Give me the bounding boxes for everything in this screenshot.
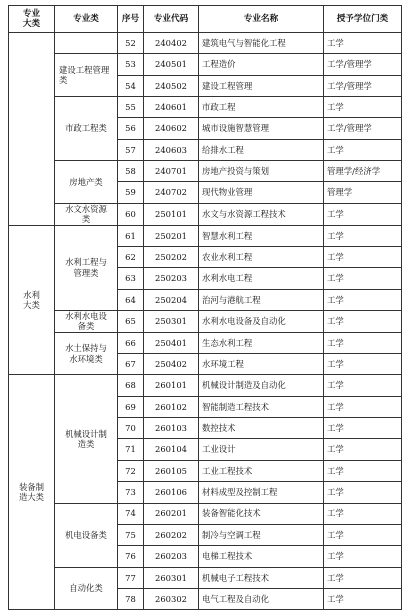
- table-row: [9, 310, 402, 332]
- name-cell: 制冷与空调工程: [199, 524, 324, 545]
- code-cell: 250202: [144, 246, 199, 267]
- seq-cell: 70: [118, 418, 144, 439]
- degree-cell: 工学: [324, 139, 402, 160]
- subcategory-cell: 水土保持与水环境类: [55, 332, 118, 375]
- seq-cell: 73: [118, 482, 144, 503]
- code-cell: 240402: [144, 33, 199, 54]
- code-cell: 260301: [144, 567, 199, 588]
- name-cell: 智慧水利工程: [199, 225, 324, 246]
- degree-cell: 工学: [324, 418, 402, 439]
- code-cell: 250203: [144, 268, 199, 289]
- subcategory-cell: 建设工程管理类: [55, 54, 118, 97]
- name-cell: 城市设施智慧管理: [199, 118, 324, 139]
- seq-cell: 78: [118, 588, 144, 609]
- degree-cell: 工学: [324, 289, 402, 310]
- degree-cell: 管理学: [324, 182, 402, 203]
- seq-cell: 65: [118, 310, 144, 332]
- code-cell: 250402: [144, 354, 199, 375]
- header-category: 专业大类: [9, 6, 55, 33]
- code-cell: 240702: [144, 182, 199, 203]
- seq-cell: 71: [118, 439, 144, 460]
- code-cell: 260101: [144, 375, 199, 396]
- name-cell: 装备智能化技术: [199, 503, 324, 524]
- name-cell: 水利水电设备及自动化: [199, 310, 324, 332]
- code-cell: 240602: [144, 118, 199, 139]
- code-cell: 240501: [144, 54, 199, 75]
- degree-cell: 工学: [324, 482, 402, 503]
- table-row: [9, 97, 402, 118]
- seq-cell: 61: [118, 225, 144, 246]
- degree-cell: 工学: [324, 310, 402, 332]
- seq-cell: 77: [118, 567, 144, 588]
- code-cell: 260105: [144, 460, 199, 481]
- table-row: [9, 332, 402, 353]
- seq-cell: 55: [118, 97, 144, 118]
- table-row: [9, 375, 402, 396]
- table-row: [9, 54, 402, 75]
- seq-cell: 56: [118, 118, 144, 139]
- table-header-row: [9, 6, 402, 33]
- degree-cell: 工学: [324, 354, 402, 375]
- degree-cell: 工学/管理学: [324, 75, 402, 96]
- category-cell: 水利大类: [9, 225, 55, 375]
- degree-cell: 管理学/经济学: [324, 161, 402, 182]
- code-cell: 260203: [144, 546, 199, 567]
- degree-cell: 工学/管理学: [324, 118, 402, 139]
- table-row: [9, 161, 402, 182]
- code-cell: 260104: [144, 439, 199, 460]
- code-cell: 250101: [144, 203, 199, 225]
- subcategory-cell: 水文水资源类: [55, 203, 118, 225]
- name-cell: 电梯工程技术: [199, 546, 324, 567]
- degree-cell: 工学: [324, 588, 402, 609]
- table-row: [9, 567, 402, 588]
- code-cell: 260106: [144, 482, 199, 503]
- seq-cell: 74: [118, 503, 144, 524]
- name-cell: 智能制造工程技术: [199, 396, 324, 417]
- subcategory-cell-empty: [55, 33, 118, 54]
- name-cell: 工业设计: [199, 439, 324, 460]
- code-cell: 240701: [144, 161, 199, 182]
- name-cell: 水利水电工程: [199, 268, 324, 289]
- seq-cell: 68: [118, 375, 144, 396]
- name-cell: 房地产投资与策划: [199, 161, 324, 182]
- degree-cell: 工学: [324, 332, 402, 353]
- name-cell: 工业工程技术: [199, 460, 324, 481]
- name-cell: 建筑电气与智能化工程: [199, 33, 324, 54]
- header-seq: 序号: [118, 6, 144, 33]
- seq-cell: 60: [118, 203, 144, 225]
- degree-cell: 工学: [324, 439, 402, 460]
- code-cell: 250301: [144, 310, 199, 332]
- name-cell: 数控技术: [199, 418, 324, 439]
- code-cell: 260103: [144, 418, 199, 439]
- name-cell: 生态水利工程: [199, 332, 324, 353]
- code-cell: 240601: [144, 97, 199, 118]
- subcategory-cell: 机械设计制造类: [55, 375, 118, 503]
- code-cell: 260302: [144, 588, 199, 609]
- seq-cell: 59: [118, 182, 144, 203]
- code-cell: 240502: [144, 75, 199, 96]
- code-cell: 250201: [144, 225, 199, 246]
- majors-table: [8, 5, 402, 610]
- degree-cell: 工学: [324, 567, 402, 588]
- degree-cell: 工学: [324, 225, 402, 246]
- degree-cell: 工学: [324, 396, 402, 417]
- seq-cell: 52: [118, 33, 144, 54]
- seq-cell: 57: [118, 139, 144, 160]
- code-cell: 260202: [144, 524, 199, 545]
- name-cell: 水环境工程: [199, 354, 324, 375]
- subcategory-cell: 水利工程与管理类: [55, 225, 118, 310]
- seq-cell: 66: [118, 332, 144, 353]
- subcategory-cell: 机电设备类: [55, 503, 118, 567]
- seq-cell: 64: [118, 289, 144, 310]
- subcategory-cell: 房地产类: [55, 161, 118, 204]
- table-row: [9, 203, 402, 225]
- subcategory-cell: 水利水电设备类: [55, 310, 118, 332]
- seq-cell: 58: [118, 161, 144, 182]
- category-cell-empty: [9, 33, 55, 226]
- seq-cell: 72: [118, 460, 144, 481]
- degree-cell: 工学: [324, 375, 402, 396]
- subcategory-cell: 自动化类: [55, 567, 118, 610]
- name-cell: 市政工程: [199, 97, 324, 118]
- seq-cell: 54: [118, 75, 144, 96]
- degree-cell: 工学: [324, 203, 402, 225]
- name-cell: 工程造价: [199, 54, 324, 75]
- seq-cell: 75: [118, 524, 144, 545]
- degree-cell: 工学: [324, 97, 402, 118]
- code-cell: 250401: [144, 332, 199, 353]
- degree-cell: 工学: [324, 268, 402, 289]
- category-cell: 装备制造大类: [9, 375, 55, 610]
- name-cell: 水文与水资源工程技术: [199, 203, 324, 225]
- degree-cell: 工学: [324, 460, 402, 481]
- header-name: 专业名称: [199, 6, 324, 33]
- name-cell: 材料成型及控制工程: [199, 482, 324, 503]
- degree-cell: 工学: [324, 33, 402, 54]
- seq-cell: 62: [118, 246, 144, 267]
- name-cell: 机械电子工程技术: [199, 567, 324, 588]
- code-cell: 260201: [144, 503, 199, 524]
- degree-cell: 工学: [324, 503, 402, 524]
- code-cell: 250204: [144, 289, 199, 310]
- name-cell: 建设工程管理: [199, 75, 324, 96]
- seq-cell: 76: [118, 546, 144, 567]
- header-degree: 授予学位门类: [324, 6, 402, 33]
- degree-cell: 工学: [324, 524, 402, 545]
- degree-cell: 工学/管理学: [324, 54, 402, 75]
- name-cell: 机械设计制造及自动化: [199, 375, 324, 396]
- code-cell: 260102: [144, 396, 199, 417]
- name-cell: 治河与港航工程: [199, 289, 324, 310]
- degree-cell: 工学: [324, 246, 402, 267]
- table-row: [9, 225, 402, 246]
- degree-cell: 工学: [324, 546, 402, 567]
- seq-cell: 63: [118, 268, 144, 289]
- seq-cell: 67: [118, 354, 144, 375]
- header-subcategory: 专业类: [55, 6, 118, 33]
- name-cell: 现代物业管理: [199, 182, 324, 203]
- table-row: [9, 503, 402, 524]
- seq-cell: 69: [118, 396, 144, 417]
- table-row: [9, 33, 402, 54]
- seq-cell: 53: [118, 54, 144, 75]
- name-cell: 电气工程及自动化: [199, 588, 324, 609]
- name-cell: 给排水工程: [199, 139, 324, 160]
- header-code: 专业代码: [144, 6, 199, 33]
- code-cell: 240603: [144, 139, 199, 160]
- name-cell: 农业水利工程: [199, 246, 324, 267]
- subcategory-cell: 市政工程类: [55, 97, 118, 161]
